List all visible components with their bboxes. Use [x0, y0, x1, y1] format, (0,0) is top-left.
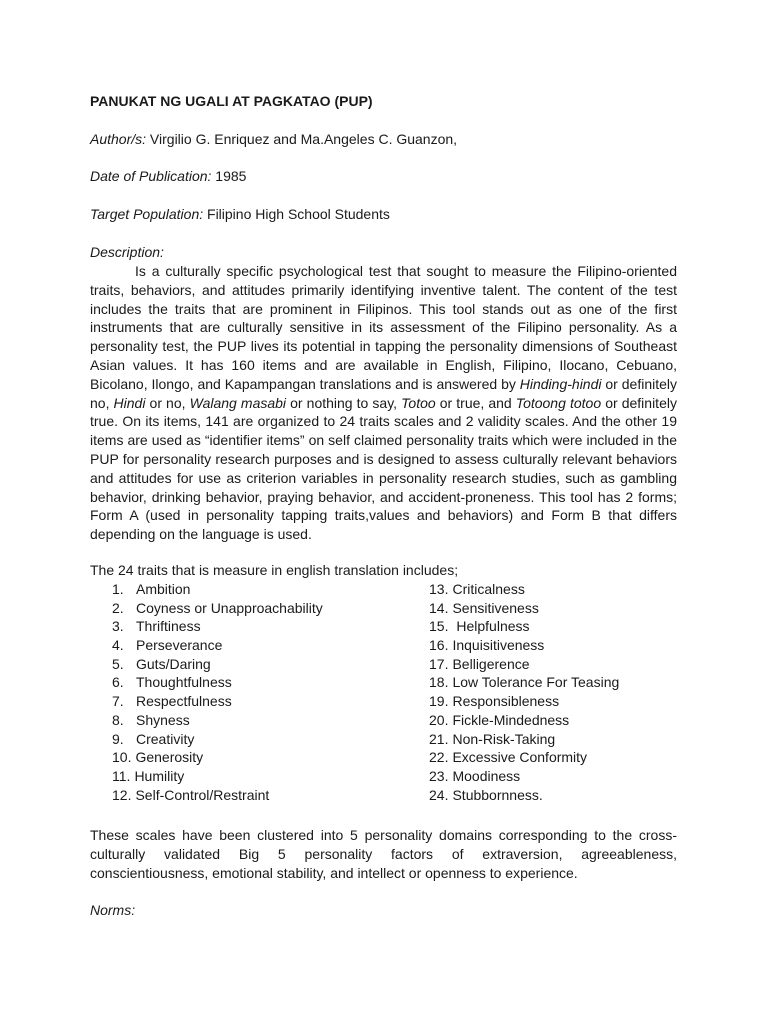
list-item: 4. Perseverance — [112, 637, 223, 654]
target-label: Target Population: — [90, 206, 204, 222]
traits-intro: The 24 traits that is measure in english translation includes; — [90, 562, 459, 578]
list-item: 5. Guts/Daring — [112, 655, 211, 672]
description-heading — [90, 244, 164, 260]
traits-list-left — [112, 580, 323, 804]
date-field — [90, 168, 246, 184]
authors-field — [90, 131, 457, 147]
list-item: 6. Thoughtfulness — [112, 674, 232, 691]
list-item: 24. Stubbornness. — [429, 786, 543, 803]
authors-value: Virgilio G. Enriquez and Ma.Angeles C. Guanzon, — [146, 131, 458, 147]
list-item: 15. Helpfulness — [429, 618, 530, 635]
description-label: Description: — [90, 244, 164, 260]
date-value: 1985 — [211, 168, 247, 184]
traits-list-right — [429, 580, 619, 804]
term-hindi: Hindi — [113, 394, 146, 411]
list-item: 14. Sensitiveness — [429, 599, 539, 616]
description-paragraph: Is a culturally specific psychological test that sought to measure the Filipino-oriented traits, behaviors, and attitudes primarily identifying inventive talent. The content of the test includes the traits that are prominent in Filipinos. This tool stands out as one of the first instruments that are culturally sensitive in its assessment of the Filipino personality. As a personality test, the PUP lives its potential in tapping the personality dimensions of Southeast Asian values. It has 160 items and are available in English, Filipino, Ilocano, Cebuano, Bicolano, Ilongo, and Kapampangan translations and is answered by Hinding-hindi or definitely no, Hindi or no, Walang masabi or nothing to say, Totoo or true, and Totoong totoo or definitely true. On its items, 141 are organized to 24 traits scales and 2 validity scales. And the other 19 items are used as “identifier items” on self claimed personality traits which were included in the PUP for personality research purposes and is designed to assess culturally relevant behaviors and attitudes for use as criterion variables in personality research studies, such as gambling behavior, drinking behavior, praying behavior, and accident-proneness. This tool has 2 forms; Form A (used in personality tapping traits,values and behaviors) and Form B that differs depending on the language is used. — [90, 263, 677, 543]
term-hinding-hindi: Hinding-hindi — [519, 375, 602, 392]
closing-paragraph: These scales have been clustered into 5 personality domains corresponding to the cross-culturally validated Big 5 personality factors of extraversion, agreeableness, conscientiousness, emotional stability, and intellect or openness to experience. — [90, 827, 677, 881]
list-item: 10. Generosity — [112, 749, 204, 766]
term-walang-masabi: Walang masabi — [189, 394, 287, 411]
authors-label: Author/s: — [90, 131, 147, 147]
list-item: 17. Belligerence — [429, 655, 530, 672]
term-totoo: Totoo — [401, 394, 436, 411]
list-item: 20. Fickle-Mindedness — [429, 711, 570, 728]
list-item: 11. Humility — [112, 767, 185, 784]
list-item: 21. Non-Risk-Taking — [429, 730, 556, 747]
term-totoong-totoo: Totoong totoo — [515, 394, 602, 411]
list-item: 8. Shyness — [112, 711, 190, 728]
list-item: 12. Self-Control/Restraint — [112, 786, 270, 803]
list-item: 9. Creativity — [112, 730, 195, 747]
list-item: 23. Moodiness — [429, 767, 521, 784]
date-label: Date of Publication: — [90, 168, 212, 184]
list-item: 18. Low Tolerance For Teasing — [429, 674, 620, 691]
target-population-field — [90, 206, 390, 222]
list-item: 2. Coyness or Unapproachability — [112, 599, 323, 616]
list-item: 3. Thriftiness — [112, 618, 201, 635]
norms-heading: Norms: — [90, 902, 136, 918]
list-item: 1. Ambition — [112, 581, 191, 597]
list-item: 19. Responsibleness — [429, 693, 560, 710]
list-item: 16. Inquisitiveness — [429, 637, 545, 654]
document-title: PANUKAT NG UGALI AT PAGKATAO (PUP) — [90, 93, 373, 109]
list-item: 13. Criticalness — [429, 581, 525, 597]
list-item: 7. Respectfulness — [112, 693, 232, 710]
target-value: Filipino High School Students — [203, 206, 390, 222]
list-item: 22. Excessive Conformity — [429, 749, 588, 766]
